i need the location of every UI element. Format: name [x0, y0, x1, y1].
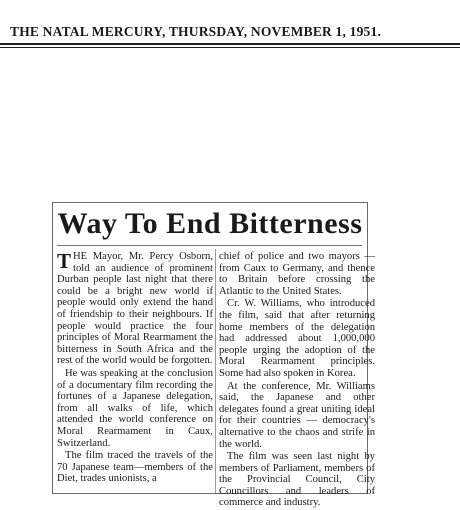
article-paragraph: He was speaking at the conclusion of a documentary film recording the fortunes of a Japanese delegation, from all walks of life, which attended the world conference on Moral Rearmament in Caux, Switzerland. — [57, 367, 213, 449]
article-right-column — [219, 251, 375, 510]
article-paragraph-text: HE Mayor, Mr. Percy Osborn, told an audience of prominent Durban people last night that there could be a bright new world if people would only extend the hand of friendship to their neighbours. If people would practice the four principles of Moral Rearmament the bitterness in South Africa and the rest of the world would be forgotten. — [57, 251, 213, 367]
article-paragraph: chief of police and two mayors —from Caux to Germany, and thence to Britain before crossing the Atlantic to the United States. — [219, 251, 375, 297]
article-headline: Way To End Bitterness — [57, 207, 363, 240]
article-paragraph: At the conference, Mr. Williams said, the Japanese and other delegates found a great uniting ideal for their countries — democracy's alternative to the chaos and strife in the world. — [219, 380, 375, 450]
article-paragraph — [57, 251, 213, 367]
article-paragraph: The film was seen last night by members of Parliament, members of the Provincial Council, City Councillors and leaders of commerce and industry. — [219, 451, 375, 509]
column-divider — [215, 249, 216, 493]
headline-rule — [57, 245, 362, 246]
article-paragraph: Cr. W. Williams, who introduced the film, said that after returning home members of the delegation had addressed about 1,000,000 people urging the adoption of the Moral Rearmament principles. Some had also spoken in Korea. — [219, 298, 375, 379]
article-paragraph: The film traced the travels of the 70 Japanese team—members of the Diet, trades unionists, a — [57, 450, 213, 485]
article-left-column — [57, 251, 213, 486]
drop-cap: T — [57, 249, 72, 273]
masthead-rule — [0, 43, 460, 48]
masthead: THE NATAL MERCURY, THURSDAY, NOVEMBER 1, 1951. — [10, 24, 382, 39]
article-clipping — [52, 202, 375, 509]
